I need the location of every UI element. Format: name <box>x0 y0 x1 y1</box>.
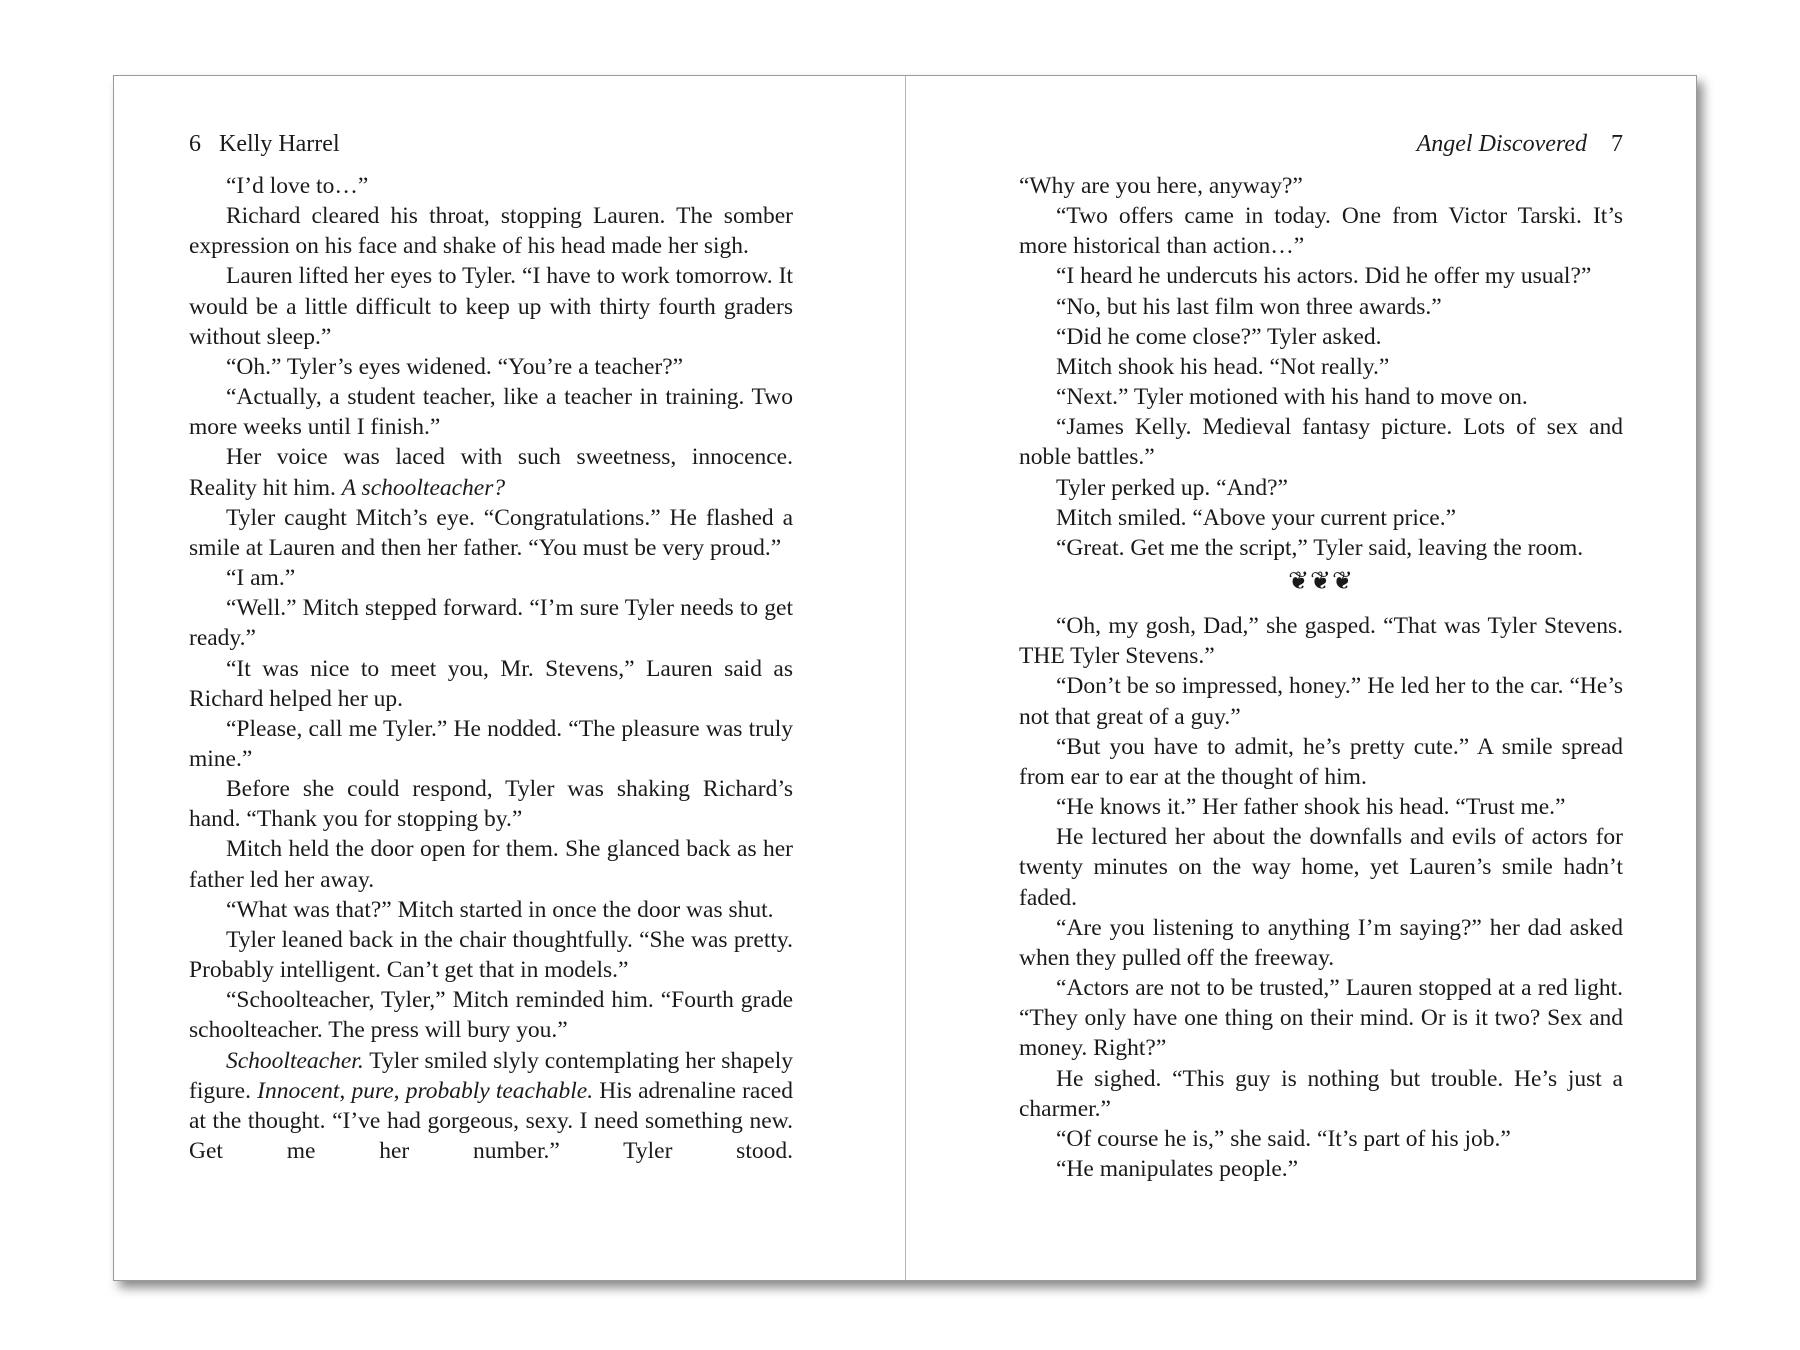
paragraph: “Did he come close?” Tyler asked. <box>1056 323 1382 350</box>
paragraph: “James Kelly. Medieval fantasy picture. Lots of sex and noble battles.” <box>1019 414 1623 471</box>
paragraph: “Why are you here, anyway?” <box>1019 173 1303 199</box>
paragraph: “Oh.” Tyler’s eyes widened. “You’re a teacher?” <box>226 353 684 380</box>
paragraph: “Are you listening to anything I’m saying?” her dad asked when they pulled off the freeway. <box>1019 914 1623 971</box>
paragraph-text: His adrenaline raced at the thought. “I’ve had gorgeous, sexy. I need something new. Get me her number.” Tyler stood. <box>189 1077 793 1164</box>
paragraph: Lauren lifted her eyes to Tyler. “I have to work tomorrow. It would be a little difficult to keep up with thirty fourth graders without sleep.” <box>189 263 793 350</box>
paragraph: “Don’t be so impressed, honey.” He led her to the car. “He’s not that great of a guy.” <box>1019 673 1623 730</box>
paragraph: Mitch held the door open for them. She glanced back as her father led her away. <box>189 836 793 893</box>
paragraph: “Actually, a student teacher, like a teacher in training. Two more weeks until I finish.” <box>189 384 793 441</box>
paragraph: Mitch smiled. “Above your current price.” <box>1056 504 1457 531</box>
paragraph: He sighed. “This guy is nothing but trouble. He’s just a charmer.” <box>1019 1065 1623 1122</box>
paragraph: “But you have to admit, he’s pretty cute.” A smile spread from ear to ear at the thought of him. <box>1019 733 1623 790</box>
paragraph: “What was that?” Mitch started in once the door was shut. <box>226 896 774 923</box>
paragraph: “Great. Get me the script,” Tyler said, leaving the room. <box>1056 534 1584 561</box>
paragraph: Mitch shook his head. “Not really.” <box>1056 353 1390 380</box>
paragraph: “Two offers came in today. One from Victor Tarski. It’s more historical than action…” <box>1019 203 1623 260</box>
italic-phrase: Schoolteacher. <box>226 1047 364 1074</box>
paragraph: “I’d love to…” <box>226 173 369 199</box>
paragraph: Tyler caught Mitch’s eye. “Congratulations.” He flashed a smile at Lauren and then her father. “You must be very proud.” <box>189 504 793 561</box>
book-title: Angel Discovered <box>1416 131 1587 157</box>
paragraph: “Actors are not to be trusted,” Lauren stopped at a red light. “They only have one thing on their mind. Or is it two? Sex and money. Right?” <box>1019 975 1623 1062</box>
author-name: Kelly Harrel <box>219 131 340 157</box>
paragraph: Tyler leaned back in the chair thoughtfully. “She was pretty. Probably intelligent. Can’t get that in models.” <box>189 926 793 984</box>
paragraph: “Well.” Mitch stepped forward. “I’m sure Tyler needs to get ready.” <box>189 595 793 652</box>
paragraph: “I am.” <box>226 565 296 592</box>
italic-phrase: Innocent, pure, probably teachable. <box>257 1077 594 1104</box>
paragraph <box>189 442 793 502</box>
paragraph: Richard cleared his throat, stopping Lauren. The somber expression on his face and shake of his head made her sigh. <box>189 203 793 260</box>
left-page-number: 6 <box>189 131 201 157</box>
right-page-number: 7 <box>1611 131 1623 157</box>
paragraph: “It was nice to meet you, Mr. Stevens,” Lauren said as Richard helped her up. <box>189 655 793 712</box>
scene-break-ornament-icon: ❦❦❦ <box>1288 568 1354 596</box>
right-running-header <box>1417 127 1623 161</box>
paragraph: “Schoolteacher, Tyler,” Mitch reminded him. “Fourth grade schoolteacher. The press will bury you.” <box>189 987 793 1044</box>
book-spread <box>113 75 1697 1281</box>
paragraph: “Next.” Tyler motioned with his hand to move on. <box>1056 384 1528 411</box>
paragraph: “He manipulates people.” <box>1056 1155 1299 1182</box>
paragraph: “Please, call me Tyler.” He nodded. “The pleasure was truly mine.” <box>189 715 793 772</box>
right-page-text <box>1019 171 1623 1184</box>
left-running-header <box>189 127 340 161</box>
paragraph: Before she could respond, Tyler was shaking Richard’s hand. “Thank you for stopping by.” <box>189 776 793 833</box>
paragraph: “Of course he is,” she said. “It’s part of his job.” <box>1056 1125 1511 1152</box>
paragraph: “I heard he undercuts his actors. Did he offer my usual?” <box>1056 263 1592 290</box>
paragraph: He lectured her about the downfalls and evils of actors for twenty minutes on the way home, yet Lauren’s smile hadn’t faded. <box>1019 824 1623 911</box>
paragraph: “Oh, my gosh, Dad,” she gasped. “That was Tyler Stevens. THE Tyler Stevens.” <box>1019 613 1623 670</box>
left-page-text <box>189 171 793 1166</box>
paragraph: Tyler perked up. “And?” <box>1056 474 1288 501</box>
paragraph-text: Tyler smiled slyly contemplating her shapely figure. <box>189 1047 793 1104</box>
paragraph <box>189 1046 793 1167</box>
right-page <box>906 76 1698 1280</box>
paragraph-text: Her voice was laced with such sweetness, innocence. Reality hit him. <box>189 444 793 501</box>
paragraph: “He knows it.” Her father shook his head. “Trust me.” <box>1056 794 1566 821</box>
left-page <box>114 76 906 1280</box>
paragraph: “No, but his last film won three awards.” <box>1056 293 1442 320</box>
italic-phrase: A schoolteacher? <box>341 474 506 501</box>
